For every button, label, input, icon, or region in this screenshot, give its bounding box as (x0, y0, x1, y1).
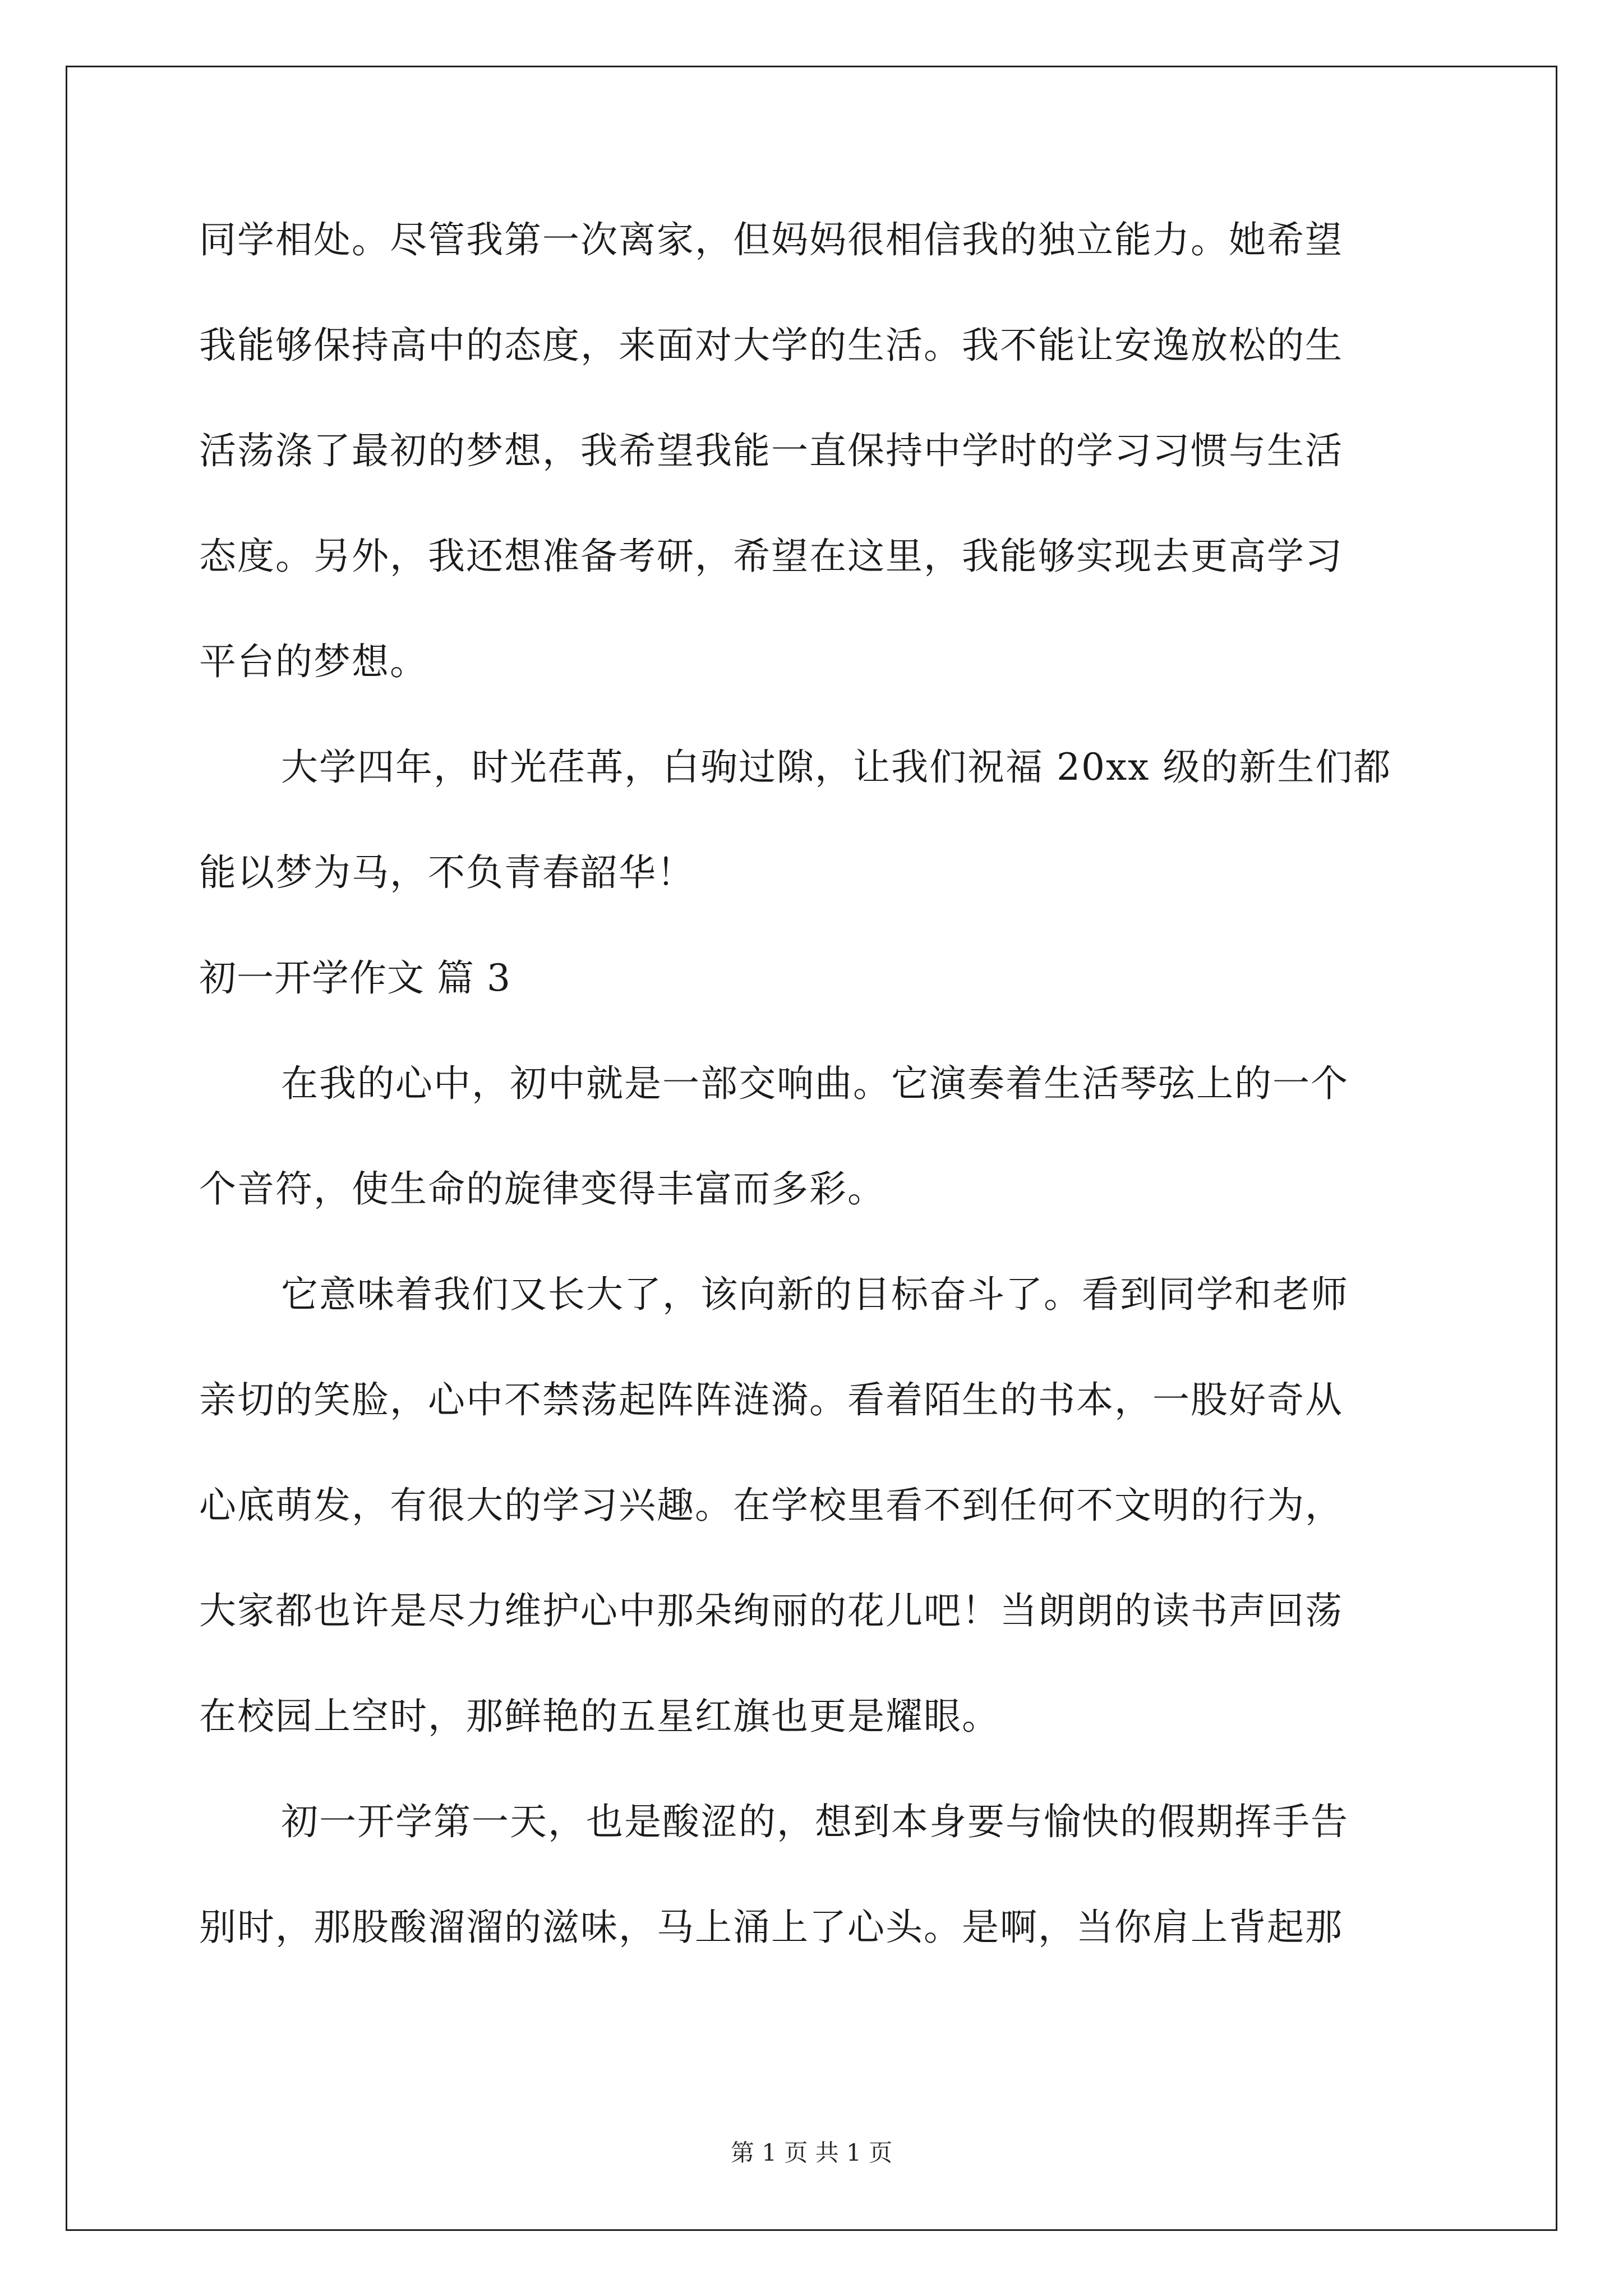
text-line: 平台的梦想。 (199, 640, 428, 683)
text-line: 别时，那股酸溜溜的滋味，马上涌上了心头。是啊，当你肩上背起那 (199, 1906, 1343, 1949)
page-footer: 第 1 页 共 1 页 (730, 2139, 893, 2166)
text-line: 大家都也许是尽力维护心中那朵绚丽的花儿吧！当朗朗的读书声回荡 (199, 1589, 1343, 1632)
text-line: 活荡涤了最初的梦想，我希望我能一直保持中学时的学习习惯与生活 (199, 429, 1343, 472)
text-line-paragraph-start: 它意味着我们又长大了，该向新的目标奋斗了。看到同学和老师 (281, 1273, 1349, 1316)
text-line: 在校园上空时，那鲜艳的五星红旗也更是耀眼。 (199, 1695, 1000, 1738)
text-line-paragraph-start: 初一开学第一天，也是酸涩的，想到本身要与愉快的假期挥手告 (281, 1800, 1349, 1843)
text-line: 亲切的笑脸，心中不禁荡起阵阵涟漪。看着陌生的书本，一股好奇从 (199, 1378, 1343, 1421)
text-line: 我能够保持高中的态度，来面对大学的生活。我不能让安逸放松的生 (199, 324, 1343, 367)
text-line-paragraph-start: 大学四年，时光荏苒，白驹过隙，让我们祝福 20xx 级的新生们都 (281, 746, 1392, 789)
text-line: 个音符，使生命的旋律变得丰富而多彩。 (199, 1167, 886, 1211)
document-body (199, 212, 1433, 2005)
text-line: 同学相处。尽管我第一次离家，但妈妈很相信我的独立能力。她希望 (199, 218, 1343, 261)
text-line-paragraph-start: 在我的心中，初中就是一部交响曲。它演奏着生活琴弦上的一个 (281, 1062, 1349, 1105)
text-line: 能以梦为马，不负青春韶华！ (199, 851, 695, 894)
text-line: 态度。另外，我还想准备考研，希望在这里，我能够实现去更高学习 (199, 535, 1343, 578)
section-heading: 初一开学作文 篇 3 (199, 956, 511, 1000)
text-line: 心底萌发，有很大的学习兴趣。在学校里看不到任何不文明的行为， (199, 1484, 1343, 1527)
